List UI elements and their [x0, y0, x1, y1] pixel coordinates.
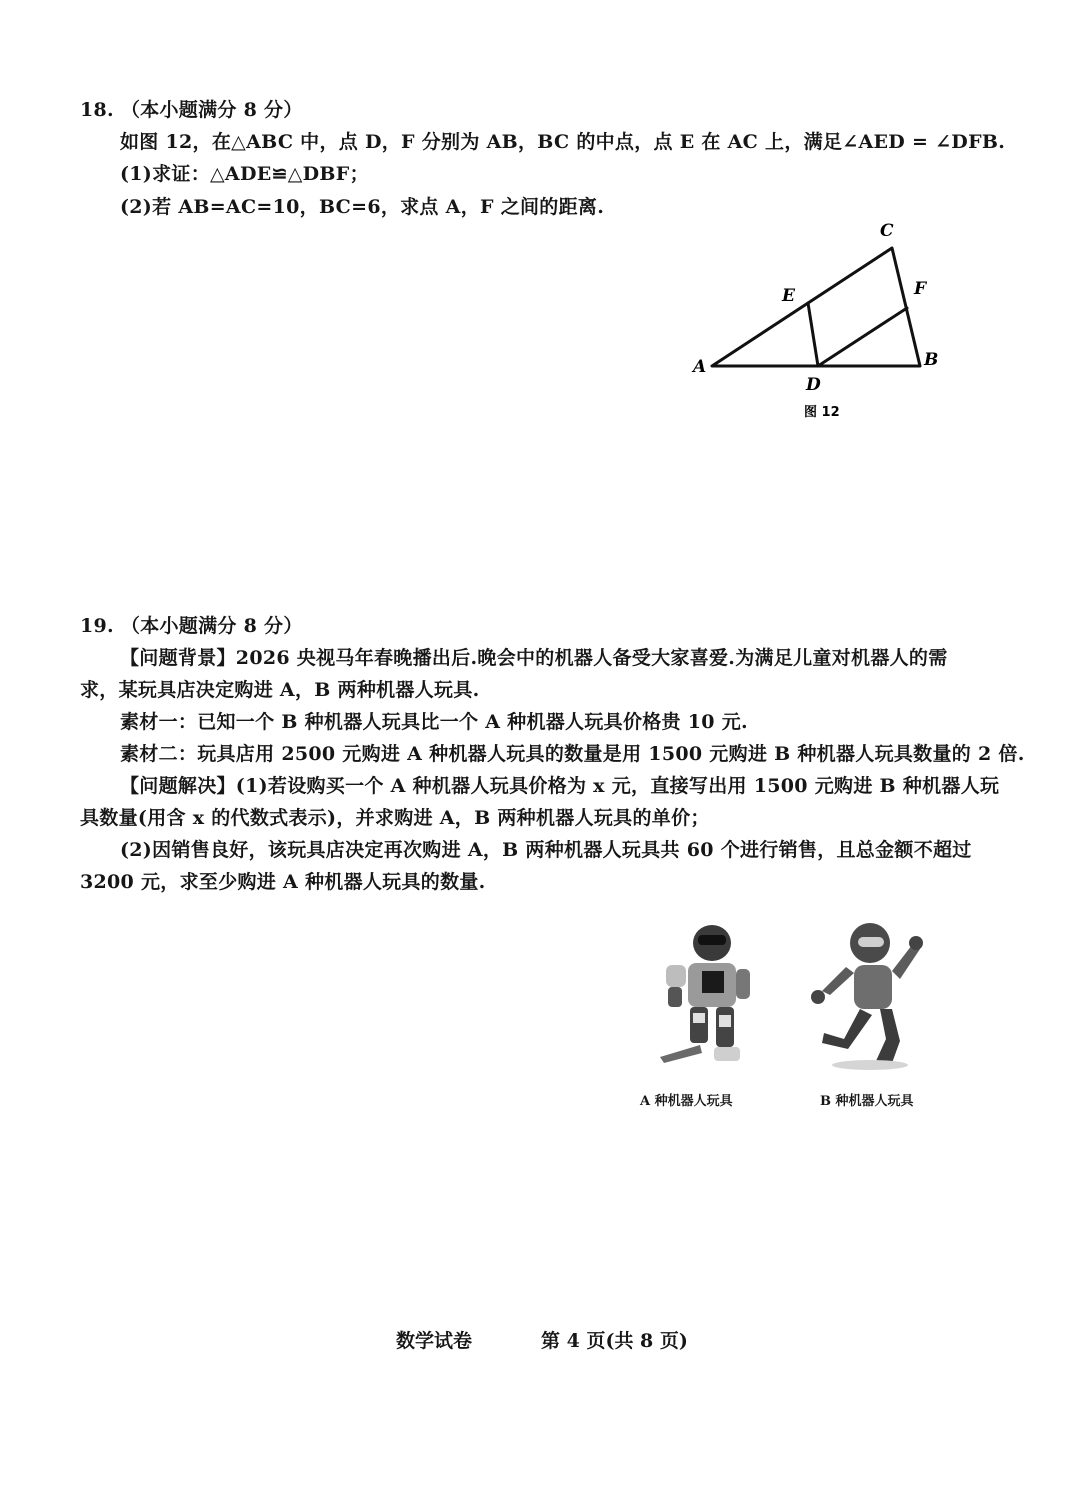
- q18-header: 18. （本小题满分 8 分）: [80, 99, 303, 121]
- robot-a-caption: A 种机器人玩具: [640, 1094, 733, 1109]
- figure-12-triangle: [680, 210, 960, 440]
- robot-b-image: [800, 915, 930, 1075]
- segment-ed: [808, 303, 818, 366]
- label-e: E: [782, 286, 795, 306]
- q19-solve-line1: 【问题解决】(1)若设购买一个 A 种机器人玩具价格为 x 元，直接写出用 1500 元购进 B 种机器人玩: [120, 775, 1000, 797]
- label-b: B: [924, 350, 939, 370]
- q19-solve-line2: 具数量(用含 x 的代数式表示)，并求购进 A，B 两种机器人玩具的单价；: [80, 807, 710, 829]
- label-f: F: [914, 279, 927, 299]
- footer-page-number: 第 4 页(共 8 页): [541, 1330, 688, 1352]
- q19-background-line2: 求，某玩具店决定购进 A，B 两种机器人玩具.: [80, 679, 480, 701]
- q18-part2: (2)若 AB=AC=10，BC=6，求点 A，F 之间的距离.: [120, 196, 605, 218]
- q18-stem: 如图 12，在△ABC 中，点 D，F 分别为 AB，BC 的中点，点 E 在 AC 上，满足∠AED = ∠DFB.: [120, 131, 1006, 153]
- label-d: D: [806, 375, 821, 395]
- q19-part2-line1: (2)因销售良好，该玩具店决定再次购进 A，B 两种机器人玩具共 60 个进行销售，且总金额不超过: [120, 839, 972, 861]
- q18-part1: (1)求证：△ADE≌△DBF；: [120, 163, 369, 185]
- label-a: A: [693, 357, 707, 377]
- footer-subject: 数学试卷: [396, 1330, 473, 1352]
- q19-part2-line2: 3200 元，求至少购进 A 种机器人玩具的数量.: [80, 871, 486, 893]
- q19-background-line1: 【问题背景】2026 央视马年春晚播出后.晚会中的机器人备受大家喜爱.为满足儿童对机器人的需: [120, 647, 948, 669]
- q19-material1: 素材一：已知一个 B 种机器人玩具比一个 A 种机器人玩具价格贵 10 元.: [120, 711, 748, 733]
- robot-a-image: [630, 915, 760, 1075]
- q19-material2: 素材二：玩具店用 2500 元购进 A 种机器人玩具的数量是用 1500 元购进 B 种机器人玩具数量的 2 倍.: [120, 743, 1025, 765]
- robot-b-caption: B 种机器人玩具: [820, 1094, 914, 1109]
- q19-header: 19. （本小题满分 8 分）: [80, 615, 303, 637]
- label-c: C: [880, 221, 894, 241]
- segment-df: [818, 308, 907, 366]
- figure-12-caption: 图 12: [804, 405, 840, 420]
